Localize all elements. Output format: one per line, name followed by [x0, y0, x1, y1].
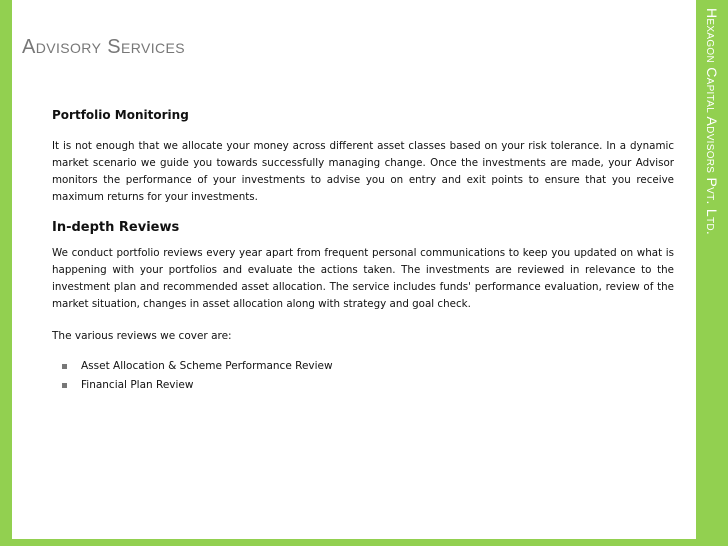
- in-depth-reviews-text: We conduct portfolio reviews every year apart from frequent personal communications to keep you updated on what is happening with your portfolios and evaluate the actions taken. The investments are reviewed in relevance to the investment plan and recommended asset allocation. The service includes funds' performance evaluation, review of the market situation, changes in asset allocation along with strategy and goal check.: [52, 247, 674, 310]
- slide-content: [52, 108, 674, 395]
- bottom-border: [0, 539, 728, 546]
- reviews-list-intro: The various reviews we cover are:: [52, 330, 232, 342]
- list-item-label: Financial Plan Review: [81, 379, 194, 391]
- list-item: [52, 376, 674, 395]
- in-depth-reviews-heading: In-depth Reviews: [52, 220, 180, 235]
- portfolio-monitoring-heading: Portfolio Monitoring: [52, 108, 189, 122]
- company-name-vertical: Hexagon Capital Advisors Pvt. Ltd.: [704, 8, 720, 236]
- left-border: [0, 0, 12, 546]
- list-item-label: Asset Allocation & Scheme Performance Review: [81, 360, 333, 372]
- list-item: [52, 357, 674, 376]
- portfolio-monitoring-text: It is not enough that we allocate your money across different asset classes based on your risk tolerance. In a dynamic market scenario we guide you towards successfully managing change. Once the investments are made, your Advisor monitors the performance of your investments to advise you on entry and exit points to ensure that you receive maximum returns for your investments.: [52, 140, 674, 203]
- reviews-list: [52, 357, 674, 395]
- page-title: Advisory Services: [22, 36, 186, 58]
- square-bullet-icon: [62, 364, 67, 369]
- square-bullet-icon: [62, 383, 67, 388]
